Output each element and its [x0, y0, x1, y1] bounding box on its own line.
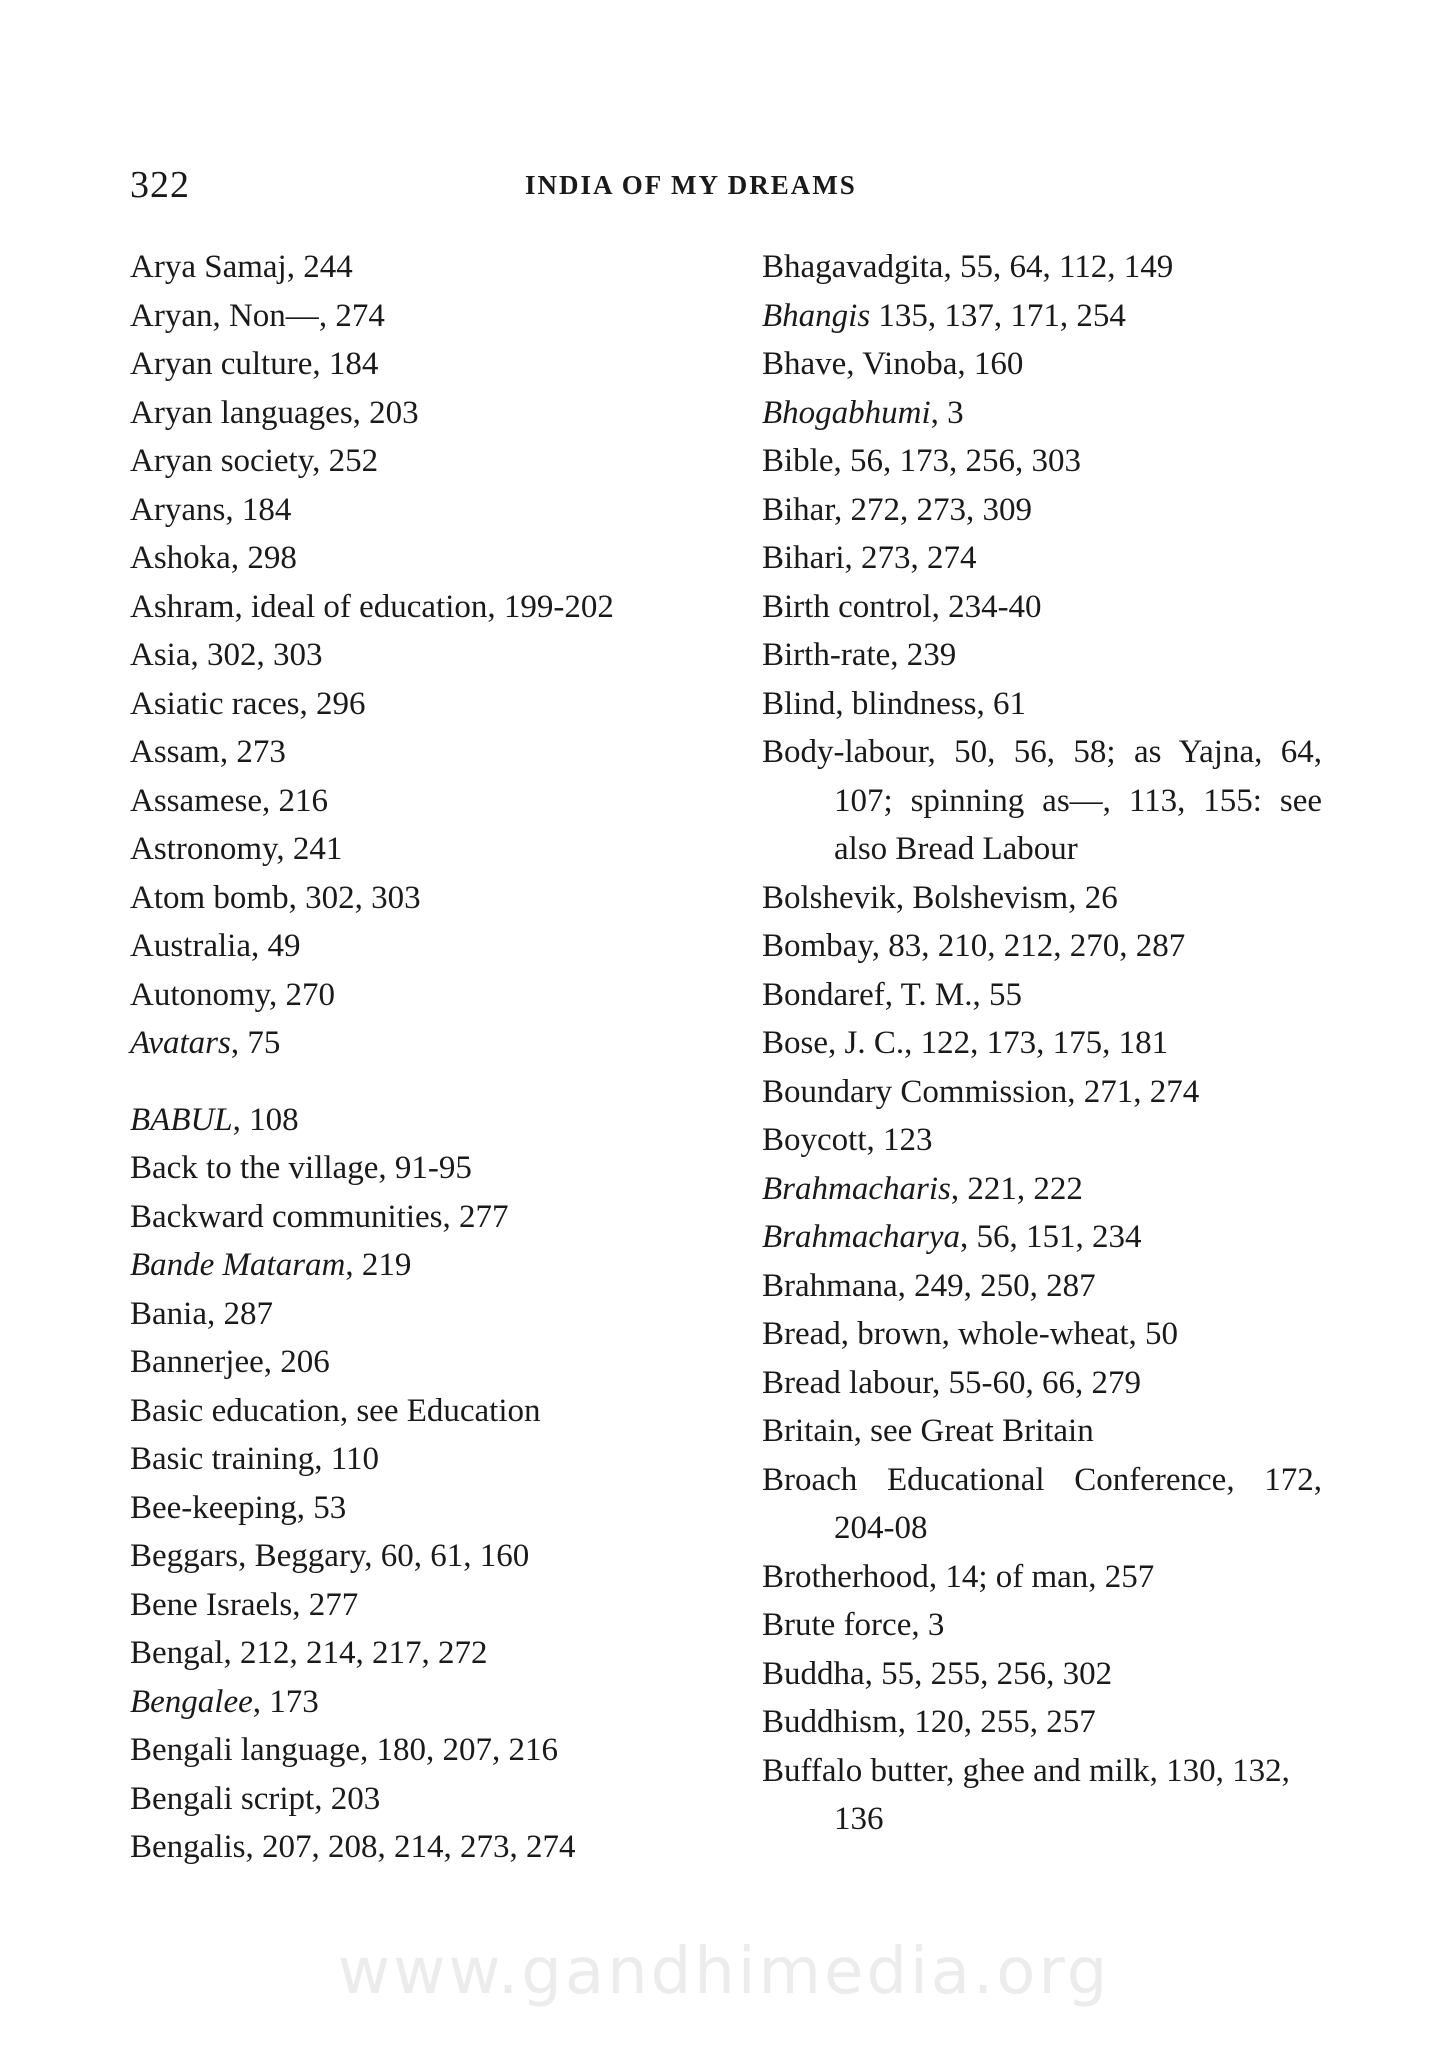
index-page-refs: , 273, 274 [844, 540, 977, 576]
index-term: Bhangis [762, 297, 871, 334]
index-page-refs: , 91-95 [378, 1150, 472, 1186]
index-entry [762, 1553, 1322, 1602]
index-page-refs: , 298 [230, 540, 297, 576]
index-term: Bombay [762, 928, 872, 964]
index-entry [130, 922, 690, 971]
index-term: Basic training [130, 1441, 315, 1477]
index-entry [130, 1775, 690, 1824]
index-entry [130, 680, 690, 729]
index-page-refs: , 277 [442, 1198, 509, 1235]
index-entry [762, 1165, 1322, 1214]
index-entry [130, 1387, 690, 1436]
index-page-refs: , 277 [292, 1586, 359, 1623]
index-entry [762, 534, 1322, 583]
index-term: Beggars, Beggary [130, 1538, 365, 1574]
index-entry [130, 1823, 690, 1872]
index-entry [130, 777, 690, 826]
index-page-refs: , 219 [345, 1247, 412, 1283]
index-term: Birth-rate [762, 637, 891, 673]
index-page-refs: , 75 [230, 1025, 281, 1061]
index-entry [762, 1262, 1322, 1311]
index-term: Assam [130, 734, 220, 770]
index-page-refs: , 207, 208, 214, 273, 274 [245, 1829, 576, 1865]
index-term: Brahmana [762, 1267, 898, 1304]
index-term: Brute force [762, 1607, 912, 1643]
index-entry [130, 1019, 690, 1068]
index-term: Ashram, ideal of education [130, 588, 488, 625]
index-term: Astronomy [130, 831, 277, 867]
index-entry [762, 1019, 1322, 1068]
index-page-refs: , 55, 255, 256, 302 [864, 1655, 1113, 1692]
index-term: Asiatic races [130, 685, 300, 722]
index-page-refs: , 203 [314, 1780, 381, 1817]
index-entry [762, 680, 1322, 729]
index-page-refs: , 173 [252, 1683, 319, 1720]
index-page-refs: , 239 [890, 637, 957, 673]
index-page-refs: , 50 [1128, 1316, 1179, 1352]
index-term: BABUL [130, 1101, 233, 1138]
index-entry [762, 1747, 1322, 1844]
index-term: Buddha [762, 1655, 865, 1692]
index-entry [762, 437, 1322, 486]
index-entry [762, 243, 1322, 292]
index-term: Bihar [762, 491, 834, 528]
index-page-refs: , 252 [312, 443, 379, 479]
index-entry [130, 1484, 690, 1533]
index-page-refs: , 56, 173, 256, 303 [833, 443, 1081, 479]
index-page-refs: , 60, 61, 160 [364, 1538, 530, 1574]
index-term: Atom bomb [130, 879, 289, 916]
index-term: Bengal [130, 1635, 224, 1671]
index-term: Birth control [762, 588, 932, 625]
index-term: Bose, J. C. [762, 1025, 905, 1061]
index-entry [762, 340, 1322, 389]
index-term: Bania [130, 1295, 207, 1332]
index-term: Bread labour [762, 1364, 933, 1401]
index-term: Bengali script [130, 1780, 315, 1817]
index-term: Bene Israels [130, 1586, 293, 1623]
index-entry [130, 389, 690, 438]
index-page-refs: , 287 [206, 1295, 273, 1332]
index-term: Brotherhood [762, 1558, 929, 1595]
index-entry [130, 486, 690, 535]
index-entry [762, 292, 1322, 341]
index-entry [762, 1601, 1322, 1650]
index-term: Body-labour [762, 734, 928, 770]
index-entry [130, 1241, 690, 1290]
index-term: Back to the village [130, 1150, 379, 1186]
index-entry [130, 340, 690, 389]
index-entry [130, 728, 690, 777]
index-term: Bible [762, 443, 834, 479]
index-page-refs: , 302, 303 [190, 637, 323, 673]
index-entry [762, 1310, 1322, 1359]
index-page-refs: , 206 [263, 1344, 330, 1380]
index-page-refs: , 26 [1068, 879, 1118, 916]
index-page-refs: , 203 [352, 394, 419, 431]
index-page-refs: , 130, 132, 136 [834, 1752, 1290, 1837]
index-term: Bengalis [130, 1829, 246, 1865]
index-page-refs: , 108 [232, 1101, 299, 1138]
index-term: Aryan, Non— [130, 297, 319, 334]
index-term: Bondaref, T. M. [762, 976, 973, 1013]
index-entry [762, 486, 1322, 535]
index-page-refs: , 221, 222 [950, 1170, 1083, 1207]
index-page-refs: , 244 [286, 249, 353, 285]
index-page-refs: , 249, 250, 287 [897, 1267, 1096, 1304]
index-term: Bhagavadgita [762, 249, 944, 285]
index-page-refs: , see Great Britain [853, 1413, 1094, 1449]
index-page-refs: 135, 137, 171, 254 [870, 297, 1126, 334]
index-page-refs: , 122, 173, 175, 181 [904, 1025, 1169, 1061]
index-page-refs: , see Education [339, 1392, 541, 1429]
index-entry [762, 1068, 1322, 1117]
index-entry [762, 1116, 1322, 1165]
index-page-refs: , 216 [261, 782, 328, 819]
index-page-refs: , 49 [250, 928, 301, 964]
index-page-refs: , 61 [976, 685, 1027, 722]
index-entry [130, 1629, 690, 1678]
index-term: Backward communities [130, 1198, 443, 1235]
index-page-refs: , 3 [930, 394, 964, 431]
index-term: Blind, blindness [762, 685, 977, 722]
index-page-refs: , 234-40 [931, 588, 1042, 625]
index-page-refs: , 14; of man, 257 [928, 1558, 1155, 1595]
index-entry [762, 1213, 1322, 1262]
index-term: Bannerjee [130, 1344, 264, 1380]
index-page-refs: , 55 [972, 976, 1022, 1013]
index-page-refs: , 110 [314, 1441, 379, 1477]
index-term: Bhogabhumi [762, 394, 931, 431]
index-page-refs: , 273 [219, 734, 286, 770]
index-term: Britain [762, 1413, 854, 1449]
index-term: Aryan society [130, 443, 313, 479]
index-entry [130, 1338, 690, 1387]
index-term: Ashoka [130, 540, 231, 576]
index-entry [130, 243, 690, 292]
index-term: Avatars [130, 1025, 231, 1061]
index-entry [130, 292, 690, 341]
index-page-refs: , 55-60, 66, 279 [932, 1364, 1142, 1401]
index-term: Bread, brown, whole-wheat [762, 1316, 1129, 1352]
index-column-right [762, 243, 1322, 1844]
index-term: Asia [130, 637, 191, 673]
index-page-refs: , 199-202 [487, 588, 614, 625]
index-entry [130, 1678, 690, 1727]
index-entry [130, 1532, 690, 1581]
index-entry [762, 631, 1322, 680]
index-term: Aryans [130, 491, 226, 528]
index-page-refs: , 184 [225, 491, 292, 528]
index-entry [762, 1407, 1322, 1456]
index-entry [130, 1096, 690, 1145]
index-entry [130, 1435, 690, 1484]
index-term: Aryan languages [130, 394, 353, 431]
index-term: Bolshevik, Bolshevism [762, 879, 1069, 916]
index-entry [762, 874, 1322, 923]
index-term: Bihari [762, 540, 845, 576]
index-page-refs: , 123 [866, 1122, 933, 1158]
index-term: Australia [130, 928, 251, 964]
watermark-text: www.gandhimedia.org [337, 1935, 1111, 2009]
index-term: Bhave, Vinoba [762, 346, 958, 382]
index-page-refs: , 302, 303 [288, 879, 421, 916]
index-term: Brahmacharya [762, 1219, 960, 1255]
index-page-refs: , 172, 204-08 [834, 1461, 1322, 1546]
index-page-refs: , 241 [276, 831, 343, 867]
index-page-refs: , 160 [957, 346, 1024, 382]
index-column-left [130, 243, 690, 1872]
index-entry [762, 1650, 1322, 1699]
index-entry [130, 1726, 690, 1775]
index-page-refs: , 274 [318, 297, 385, 334]
index-entry [130, 583, 690, 632]
index-term: Broach Educational Conference [762, 1461, 1227, 1498]
index-entry [762, 1698, 1322, 1747]
index-page-refs: , 212, 214, 217, 272 [223, 1635, 488, 1671]
index-page-refs: , 180, 207, 216 [360, 1732, 559, 1768]
index-page-refs: , 3 [911, 1607, 945, 1643]
section-gap [130, 1068, 690, 1096]
index-term: Bengalee [130, 1683, 253, 1720]
index-entry [130, 631, 690, 680]
index-term: Arya Samaj [130, 249, 287, 285]
index-term: Buddhism [762, 1704, 898, 1740]
index-term: Aryan culture [130, 346, 313, 382]
index-page-refs: , 50, 56, 58; as Yajna, 64, 107; spinning as—, 113, 155: see also Bread Labour [834, 734, 1322, 867]
index-entry [130, 1290, 690, 1339]
index-entry [130, 534, 690, 583]
index-page-refs: , 270 [269, 976, 336, 1013]
index-term: Boundary Commission [762, 1073, 1068, 1110]
index-term: Autonomy [130, 976, 270, 1013]
index-page-refs: , 53 [296, 1489, 347, 1526]
running-title: INDIA OF MY DREAMS [525, 170, 857, 200]
index-entry [130, 437, 690, 486]
index-entry [130, 825, 690, 874]
index-page-refs: , 83, 210, 212, 270, 287 [871, 928, 1186, 964]
index-entry [762, 971, 1322, 1020]
index-entry [130, 1144, 690, 1193]
index-term: Boycott [762, 1122, 867, 1158]
index-entry [762, 1456, 1322, 1553]
index-term: Brahmacharis [762, 1170, 951, 1207]
index-entry [762, 583, 1322, 632]
index-term: Buffalo butter, ghee and milk [762, 1752, 1150, 1789]
index-page-refs: , 296 [299, 685, 366, 722]
index-entry [762, 1359, 1322, 1408]
index-page-refs: , 271, 274 [1067, 1073, 1200, 1110]
index-page-refs: , 272, 273, 309 [834, 491, 1032, 528]
index-term: Bee-keeping [130, 1489, 297, 1526]
index-term: Assamese [130, 782, 262, 819]
index-page-refs: , 184 [312, 346, 379, 382]
index-term: Bande Mataram [130, 1247, 346, 1283]
index-page-refs: , 55, 64, 112, 149 [943, 249, 1174, 285]
index-entry [762, 728, 1322, 874]
page-number: 322 [130, 164, 190, 206]
index-entry [762, 922, 1322, 971]
index-page-refs: , 120, 255, 257 [897, 1704, 1096, 1740]
index-term: Bengali language [130, 1732, 361, 1768]
index-entry [130, 1193, 690, 1242]
index-entry [762, 389, 1322, 438]
index-entry [130, 1581, 690, 1630]
index-page-refs: , 56, 151, 234 [959, 1219, 1142, 1255]
index-term: Basic education [130, 1392, 340, 1429]
index-entry [130, 874, 690, 923]
index-entry [130, 971, 690, 1020]
